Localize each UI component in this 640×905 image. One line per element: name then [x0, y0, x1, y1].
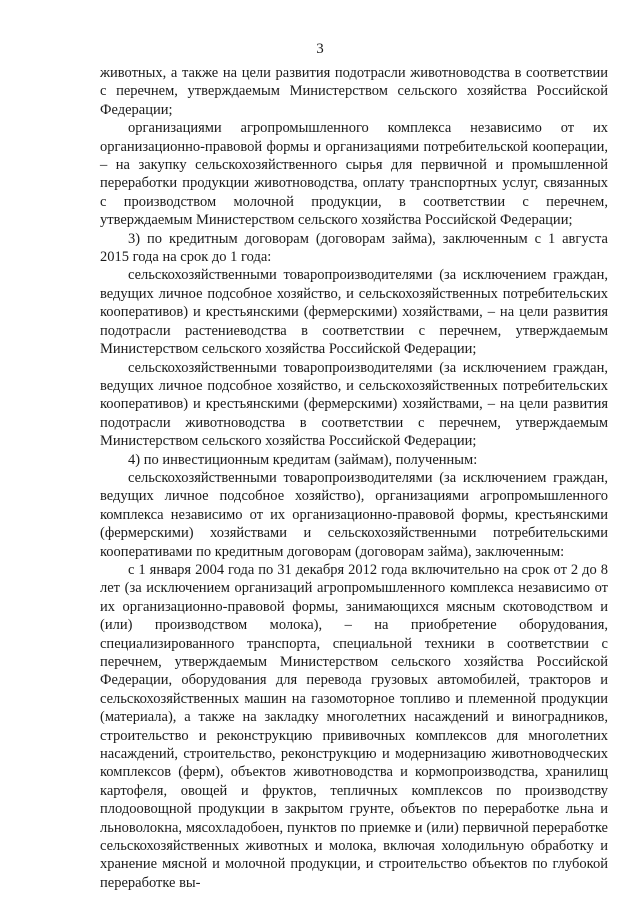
paragraph: 4) по инвестиционным кредитам (займам), полученным:	[128, 451, 478, 468]
paragraph: 3) по кредитным договорам (договорам займа), заключенным с 1 августа 2015 года на срок до 1 года:	[100, 230, 608, 266]
document-body	[100, 64, 608, 892]
paragraph: организациями агропромышленного комплекса независимо от их организационно-правовой формы и организациями потребительской кооперации, – на закупку сельскохозяйственного сырья для первичной и промышленной переработки продукции животноводства, оплату транспортных услуг, связанных с производством молочной продукции, в соответствии с перечнем, утверждаемым Министерством сельского хозяйства Российской Федерации;	[100, 120, 608, 229]
paragraph: сельскохозяйственными товаропроизводителями (за исключением граждан, ведущих личное подсобное хозяйство, и сельскохозяйственных потребительских кооперативов) и крестьянскими (фермерскими) хозяйствами, – на цели развития подотрасли растениеводства в соответствии с перечнем, утверждаемым Министерством сельского хозяйства Российской Федерации;	[100, 267, 608, 358]
paragraph: сельскохозяйственными товаропроизводителями (за исключением граждан, ведущих личное подсобное хозяйство), организациями агропромышленного комплекса независимо от их организационно-правовой формы, крестьянскими (фермерскими) хозяйствами и сельскохозяйственными потребительскими кооперативами по кредитным договорам (договорам займа), заключенным:	[100, 469, 608, 560]
paragraph: сельскохозяйственными товаропроизводителями (за исключением граждан, ведущих личное подсобное хозяйство, и сельскохозяйственных потребительских кооперативов) и крестьянскими (фермерскими) хозяйствами, – на цели развития подотрасли животноводства в соответствии с перечнем, утверждаемым Министерством сельского хозяйства Российской Федерации;	[100, 359, 608, 450]
paragraph: с 1 января 2004 года по 31 декабря 2012 года включительно на срок от 2 до 8 лет (за исключением организаций агропромышленного комплекса независимо от их организационно-правовой формы, занимающихся мясным скотоводством и (или) производством молока), – на приобретение оборудования, специализированного транспорта, специальной техники в соответствии с перечнем, утверждаемым Министерством сельского хозяйства Российской Федерации, оборудования для перевода грузовых автомобилей, тракторов и сельскохозяйственных машин на газомоторное топливо и племенной продукции (материала), а также на закладку многолетних насаждений и виноградников, строительство и реконструкцию прививочных комплексов для многолетних насаждений, строительство, реконструкцию и модернизацию животноводческих комплексов (ферм), объектов животноводства и кормопроизводства, хранилищ картофеля, овощей и фруктов, тепличных комплексов по производству плодоовощной продукции в закрытом грунте, объектов по переработке льна и льноволокна, мясохладобоен, пунктов по приемке и (или) первичной переработке сельскохозяйственных животных и молока, включая холодильную обработку и хранение мясной и молочной продукции, и строительство объектов по глубокой переработке вы-	[100, 561, 608, 891]
paragraph: животных, а также на цели развития подотрасли животноводства в соответствии с перечнем, утверждаемым Министерством сельского хозяйства Российской Федерации;	[100, 65, 608, 118]
page-number: 3	[316, 41, 324, 57]
